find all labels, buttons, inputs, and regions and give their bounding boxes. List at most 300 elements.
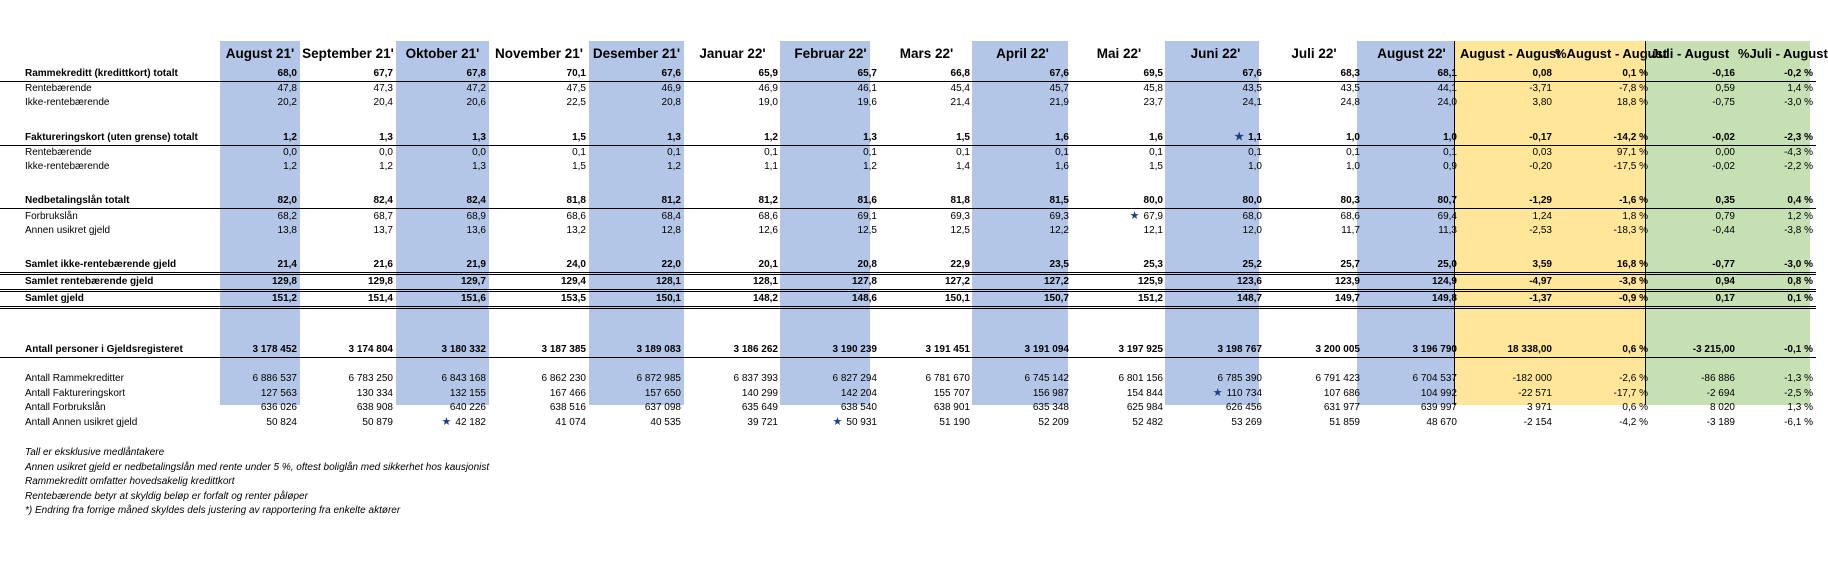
cell-value xyxy=(220,194,300,209)
cell-value xyxy=(1460,67,1555,82)
cell-value xyxy=(300,258,396,274)
table-row-rammekreditt-totalt xyxy=(0,67,1816,82)
cell-value xyxy=(300,146,396,161)
cell-value xyxy=(1651,160,1738,174)
cell-value xyxy=(1555,82,1651,97)
cell-value xyxy=(220,67,300,82)
cell-value xyxy=(1738,224,1816,238)
cell-text: -1,3 % xyxy=(1784,373,1813,384)
cell-value xyxy=(220,274,300,291)
cell-value xyxy=(1363,401,1460,415)
cell-text: 3 191 451 xyxy=(925,344,970,355)
cell-value xyxy=(300,67,396,82)
cell-text: 148,7 xyxy=(1236,293,1262,304)
cell-value xyxy=(300,274,396,291)
cell-text: 69,4 xyxy=(1437,210,1457,222)
cell-text: 167 466 xyxy=(549,387,586,399)
cell-text: 39 721 xyxy=(747,416,778,428)
cell-value xyxy=(1363,209,1460,225)
cell-value xyxy=(1460,372,1555,386)
cell-text: 3 190 239 xyxy=(832,344,877,355)
cell-value xyxy=(1072,291,1166,308)
table-row xyxy=(0,82,1816,97)
cell-text: 67,9 xyxy=(1143,211,1163,222)
cell-text: 11,3 xyxy=(1438,225,1457,236)
cell-text: 0,6 % xyxy=(1622,402,1648,413)
cell-value xyxy=(1555,160,1651,174)
cell-text: 1,0 xyxy=(1443,131,1457,143)
cell-text: 20,8 xyxy=(661,97,681,108)
header-row xyxy=(0,41,1816,67)
cell-text: 18,8 % xyxy=(1616,97,1648,108)
cell-text: 1,2 xyxy=(283,161,297,172)
cell-text: 6 837 393 xyxy=(733,373,778,384)
cell-value xyxy=(1265,96,1363,110)
cell-text: -0,44 xyxy=(1712,225,1735,236)
cell-text: 3 187 385 xyxy=(541,344,586,355)
cell-value xyxy=(1072,160,1166,174)
cell-text: -86 886 xyxy=(1701,373,1735,384)
cell-value xyxy=(489,258,589,274)
cell-text: -2 154 xyxy=(1523,416,1552,428)
cell-text: 68,9 xyxy=(466,210,486,222)
cell-value xyxy=(781,160,880,174)
cell-text: 6 886 537 xyxy=(252,373,297,384)
cell-text: 1,2 % xyxy=(1787,210,1813,222)
row-label: Forbrukslån xyxy=(25,210,78,222)
cell-text: 1,2 xyxy=(283,131,297,143)
cell-text: 142 204 xyxy=(840,387,877,399)
cell-text: 0,6 % xyxy=(1622,344,1648,355)
cell-text: -7,8 % xyxy=(1619,83,1648,94)
cell-text: 150,1 xyxy=(944,293,970,304)
cell-text: 23,7 xyxy=(1143,97,1163,108)
cell-value xyxy=(589,96,684,110)
cell-value xyxy=(684,343,781,358)
cell-text: 3 196 790 xyxy=(1412,344,1457,355)
cell-text: 6 827 294 xyxy=(832,373,877,384)
header-aug-aug: August - August xyxy=(1460,46,1561,61)
row-label: Samlet ikke-rentebærende gjeld xyxy=(0,258,220,274)
header-aug-aug-pct: %August - August xyxy=(1555,46,1668,61)
table-row-antall-personer xyxy=(0,343,1816,358)
table-row xyxy=(0,386,1816,401)
cell-text: 1,2 xyxy=(764,131,778,143)
cell-value xyxy=(781,274,880,291)
cell-value xyxy=(1166,274,1265,291)
cell-value xyxy=(684,386,781,401)
cell-value xyxy=(489,67,589,82)
cell-value xyxy=(489,401,589,415)
cell-value xyxy=(781,258,880,274)
cell-value xyxy=(489,372,589,386)
cell-value xyxy=(781,386,880,401)
cell-value xyxy=(684,160,781,174)
cell-text: 1,5 xyxy=(1149,161,1163,172)
cell-value xyxy=(1460,82,1555,97)
cell-text: 1,3 xyxy=(472,131,486,143)
cell-text: 65,9 xyxy=(758,68,778,79)
cell-text: 638 540 xyxy=(840,402,877,413)
cell-value xyxy=(1072,258,1166,274)
cell-text: 1,3 % xyxy=(1787,402,1813,413)
cell-text: 25,0 xyxy=(1437,259,1457,270)
cell-value xyxy=(1265,386,1363,401)
cell-value xyxy=(1738,96,1816,110)
cell-text: 24,8 xyxy=(1340,97,1360,108)
cell-value xyxy=(1265,401,1363,415)
cell-text: -6,1 % xyxy=(1784,416,1813,428)
cell-text: 3 186 262 xyxy=(733,344,778,355)
header-feb22: Februar 22' xyxy=(794,46,867,61)
cell-text: -0,20 xyxy=(1529,161,1552,172)
row-label: Antall Forbrukslån xyxy=(25,402,106,413)
cell-text: 0,1 xyxy=(1149,147,1163,158)
cell-value xyxy=(880,401,973,415)
cell-text: 3 189 083 xyxy=(636,344,681,355)
cell-value xyxy=(1166,209,1265,225)
cell-text: 44,1 xyxy=(1437,83,1457,94)
cell-value xyxy=(973,209,1072,225)
cell-value xyxy=(220,386,300,401)
spacer-row xyxy=(0,174,1816,194)
footnote: Rentebærende betyr at skyldig beløp er forfalt og renter påløper xyxy=(25,490,308,502)
cell-text: 21,9 xyxy=(1049,97,1069,108)
cell-value xyxy=(220,209,300,225)
cell-text: 0,79 xyxy=(1715,210,1735,222)
header-jul-aug-pct: %Juli - August xyxy=(1738,46,1828,61)
cell-value xyxy=(1460,291,1555,308)
cell-value xyxy=(1166,372,1265,386)
cell-value xyxy=(589,130,684,146)
cell-text: 46,9 xyxy=(661,83,681,94)
cell-text: 68,1 xyxy=(1437,68,1457,79)
cell-text: 12,5 xyxy=(950,225,970,236)
cell-value xyxy=(396,67,489,82)
cell-text: 24,0 xyxy=(566,259,586,270)
cell-text: 0,1 xyxy=(1443,147,1457,158)
cell-text: 1,5 xyxy=(956,131,970,143)
cell-value xyxy=(489,386,589,401)
cell-value xyxy=(1555,209,1651,225)
cell-value xyxy=(589,372,684,386)
cell-text: 68,0 xyxy=(1242,210,1262,222)
cell-value xyxy=(220,224,300,238)
cell-value xyxy=(781,146,880,161)
cell-value xyxy=(1738,160,1816,174)
cell-text: 50 931 xyxy=(846,417,877,428)
star-icon: ★ xyxy=(1212,387,1223,399)
table-row-samlet-rentebaerende xyxy=(0,274,1816,291)
cell-text: 129,8 xyxy=(367,276,393,287)
cell-value xyxy=(1166,160,1265,174)
header-jul22: Juli 22' xyxy=(1291,46,1337,61)
cell-text: 70,1 xyxy=(566,68,586,79)
cell-value xyxy=(489,415,589,430)
cell-value xyxy=(1265,415,1363,430)
cell-text: 3 180 332 xyxy=(441,344,486,355)
cell-value xyxy=(880,67,973,82)
cell-text: 21,4 xyxy=(950,97,970,108)
cell-value xyxy=(589,343,684,358)
cell-value xyxy=(1555,224,1651,238)
cell-text: 13,7 xyxy=(373,225,393,236)
cell-text: 0,08 xyxy=(1532,68,1552,79)
cell-text: 6 785 390 xyxy=(1217,373,1262,384)
cell-text: 12,6 xyxy=(758,225,778,236)
cell-text: 104 992 xyxy=(1420,387,1457,399)
cell-value xyxy=(589,194,684,209)
cell-text: 20,2 xyxy=(277,97,297,108)
header-jun22: Juni 22' xyxy=(1190,46,1241,61)
cell-value xyxy=(396,209,489,225)
cell-text: 81,2 xyxy=(661,195,681,206)
cell-value xyxy=(781,291,880,308)
cell-value xyxy=(220,291,300,308)
cell-text: 68,0 xyxy=(277,68,297,79)
cell-text: 1,3 xyxy=(379,131,393,143)
cell-text: 48 670 xyxy=(1426,416,1457,428)
cell-value xyxy=(1363,291,1460,308)
cell-value xyxy=(1460,160,1555,174)
cell-value xyxy=(1363,386,1460,401)
cell-value xyxy=(684,130,781,146)
cell-value xyxy=(880,372,973,386)
cell-text: 128,1 xyxy=(752,276,778,287)
cell-value xyxy=(1555,386,1651,401)
cell-text: 1,3 xyxy=(667,131,681,143)
cell-value xyxy=(781,224,880,238)
cell-value xyxy=(589,224,684,238)
cell-text: 124,9 xyxy=(1431,276,1457,287)
cell-value xyxy=(1072,96,1166,110)
cell-value xyxy=(396,291,489,308)
cell-value xyxy=(1555,291,1651,308)
cell-text: 123,6 xyxy=(1236,276,1262,287)
cell-value xyxy=(1651,96,1738,110)
cell-value xyxy=(684,401,781,415)
cell-text: 68,2 xyxy=(277,210,297,222)
cell-value xyxy=(220,401,300,415)
cell-value xyxy=(880,274,973,291)
cell-text: -0,02 xyxy=(1712,131,1735,143)
cell-text: 125,9 xyxy=(1137,276,1163,287)
cell-text: 127,2 xyxy=(1043,276,1069,287)
cell-value xyxy=(396,386,489,401)
header-corner xyxy=(0,41,220,67)
cell-text: 22,0 xyxy=(661,259,681,270)
cell-text: 82,0 xyxy=(277,195,297,206)
cell-text: 47,3 xyxy=(373,83,393,94)
cell-value xyxy=(1738,146,1816,161)
cell-text: 636 026 xyxy=(260,402,297,413)
cell-text: 637 098 xyxy=(644,402,681,413)
cell-value xyxy=(1072,209,1166,225)
cell-text: 1,6 xyxy=(1055,161,1069,172)
cell-value xyxy=(684,146,781,161)
cell-text: -2,3 % xyxy=(1784,131,1813,143)
cell-value xyxy=(220,415,300,430)
cell-value xyxy=(1166,401,1265,415)
cell-value xyxy=(1460,96,1555,110)
cell-text: 97,1 % xyxy=(1616,147,1648,158)
cell-text: 45,7 xyxy=(1049,83,1069,94)
cell-value xyxy=(1738,82,1816,97)
table-row-samlet-ikke-rentebaerende xyxy=(0,258,1816,274)
table-row-nedbetalingslan-totalt xyxy=(0,194,1816,209)
cell-value xyxy=(684,372,781,386)
cell-value xyxy=(396,415,489,430)
cell-value xyxy=(589,386,684,401)
cell-value xyxy=(1738,401,1816,415)
cell-value xyxy=(1363,130,1460,146)
cell-text: 82,4 xyxy=(373,195,393,206)
cell-text: 81,5 xyxy=(1049,195,1069,206)
cell-value xyxy=(1460,146,1555,161)
cell-text: -2 694 xyxy=(1706,387,1735,399)
cell-value xyxy=(1651,224,1738,238)
cell-value xyxy=(1555,372,1651,386)
cell-value xyxy=(1363,224,1460,238)
cell-value xyxy=(1265,343,1363,358)
cell-value xyxy=(1738,194,1816,209)
header-nov21: November 21' xyxy=(494,46,583,61)
cell-value xyxy=(1363,372,1460,386)
cell-value xyxy=(973,291,1072,308)
cell-text: 81,8 xyxy=(950,195,970,206)
cell-text: 3,80 xyxy=(1532,97,1552,108)
cell-text: 25,3 xyxy=(1143,259,1163,270)
cell-value xyxy=(1651,415,1738,430)
row-label: Antall personer i Gjeldsregisteret xyxy=(0,343,220,358)
cell-value xyxy=(1363,146,1460,161)
cell-text: 69,3 xyxy=(950,210,970,222)
cell-text: 25,2 xyxy=(1242,259,1262,270)
cell-value xyxy=(1738,291,1816,308)
cell-text: 47,5 xyxy=(566,83,586,94)
cell-value xyxy=(589,160,684,174)
cell-value xyxy=(880,343,973,358)
cell-text: 80,3 xyxy=(1340,195,1360,206)
cell-value xyxy=(973,415,1072,430)
cell-text: 45,8 xyxy=(1143,83,1163,94)
cell-value xyxy=(489,291,589,308)
row-label: Samlet gjeld xyxy=(0,291,220,308)
cell-value xyxy=(880,415,973,430)
cell-text: 50 879 xyxy=(362,416,393,428)
row-label: Annen usikret gjeld xyxy=(25,225,111,236)
cell-value xyxy=(1738,209,1816,225)
cell-value xyxy=(300,82,396,97)
cell-text: 155 707 xyxy=(933,387,970,399)
cell-value xyxy=(781,82,880,97)
cell-value xyxy=(489,96,589,110)
cell-value xyxy=(489,209,589,225)
cell-value xyxy=(300,96,396,110)
cell-value xyxy=(1265,82,1363,97)
cell-value xyxy=(1738,343,1816,358)
cell-text: 0,0 xyxy=(472,147,486,158)
cell-value xyxy=(1460,194,1555,209)
cell-text: 1,24 xyxy=(1532,210,1552,222)
cell-text: 149,7 xyxy=(1334,293,1360,304)
cell-value xyxy=(684,67,781,82)
cell-value xyxy=(1738,274,1816,291)
cell-value xyxy=(1651,209,1738,225)
cell-text: 13,8 xyxy=(277,225,297,236)
cell-text: 6 704 537 xyxy=(1412,373,1457,384)
spacer-row xyxy=(0,358,1816,373)
cell-value xyxy=(1166,343,1265,358)
cell-text: 67,6 xyxy=(1049,68,1069,79)
cell-text: -3,0 % xyxy=(1784,259,1813,270)
header-mai22: Mai 22' xyxy=(1096,46,1142,61)
cell-value xyxy=(489,82,589,97)
cell-value xyxy=(781,372,880,386)
cell-value xyxy=(1460,130,1555,146)
cell-text: 43,5 xyxy=(1340,83,1360,94)
cell-text: 68,4 xyxy=(661,210,681,222)
cell-value xyxy=(1651,67,1738,82)
cell-text: 0,35 xyxy=(1715,195,1735,206)
cell-text: -0,9 % xyxy=(1619,293,1648,304)
cell-value xyxy=(973,386,1072,401)
cell-value xyxy=(396,96,489,110)
cell-text: -0,17 xyxy=(1529,131,1552,143)
cell-value xyxy=(396,82,489,97)
cell-value xyxy=(1166,82,1265,97)
cell-value xyxy=(880,130,973,146)
cell-text: 3 178 452 xyxy=(252,344,297,355)
cell-value xyxy=(1072,401,1166,415)
star-icon: ★ xyxy=(832,416,843,428)
cell-value xyxy=(1555,96,1651,110)
cell-text: -14,2 % xyxy=(1613,131,1648,143)
cell-text: 625 984 xyxy=(1126,402,1163,413)
row-label: Antall Faktureringskort xyxy=(25,387,126,399)
cell-text: 638 901 xyxy=(933,402,970,413)
cell-value xyxy=(880,160,973,174)
cell-text: 6 801 156 xyxy=(1118,373,1163,384)
cell-text: 127 563 xyxy=(260,387,297,399)
cell-text: 22,9 xyxy=(950,259,970,270)
cell-value xyxy=(300,343,396,358)
star-icon: ★ xyxy=(1129,210,1140,222)
cell-value xyxy=(1460,343,1555,358)
cell-text: 148,2 xyxy=(752,293,778,304)
cell-value xyxy=(220,160,300,174)
cell-text: 23,5 xyxy=(1049,259,1069,270)
cell-text: 12,8 xyxy=(661,225,681,236)
row-label: Antall Annen usikret gjeld xyxy=(25,416,138,428)
table-row xyxy=(0,401,1816,415)
row-label: Antall Rammekreditter xyxy=(25,373,124,384)
cell-text: 1,0 xyxy=(1346,131,1360,143)
cell-text: -3,8 % xyxy=(1784,225,1813,236)
cell-value xyxy=(781,194,880,209)
cell-value xyxy=(396,224,489,238)
cell-value xyxy=(1651,130,1738,146)
cell-text: 638 908 xyxy=(356,402,393,413)
cell-value xyxy=(1072,194,1166,209)
cell-text: 626 456 xyxy=(1225,402,1262,413)
cell-value xyxy=(1460,415,1555,430)
cell-text: 3 198 767 xyxy=(1217,344,1262,355)
cell-text: 631 977 xyxy=(1323,402,1360,413)
cell-value xyxy=(781,130,880,146)
cell-value xyxy=(220,258,300,274)
cell-value xyxy=(589,82,684,97)
